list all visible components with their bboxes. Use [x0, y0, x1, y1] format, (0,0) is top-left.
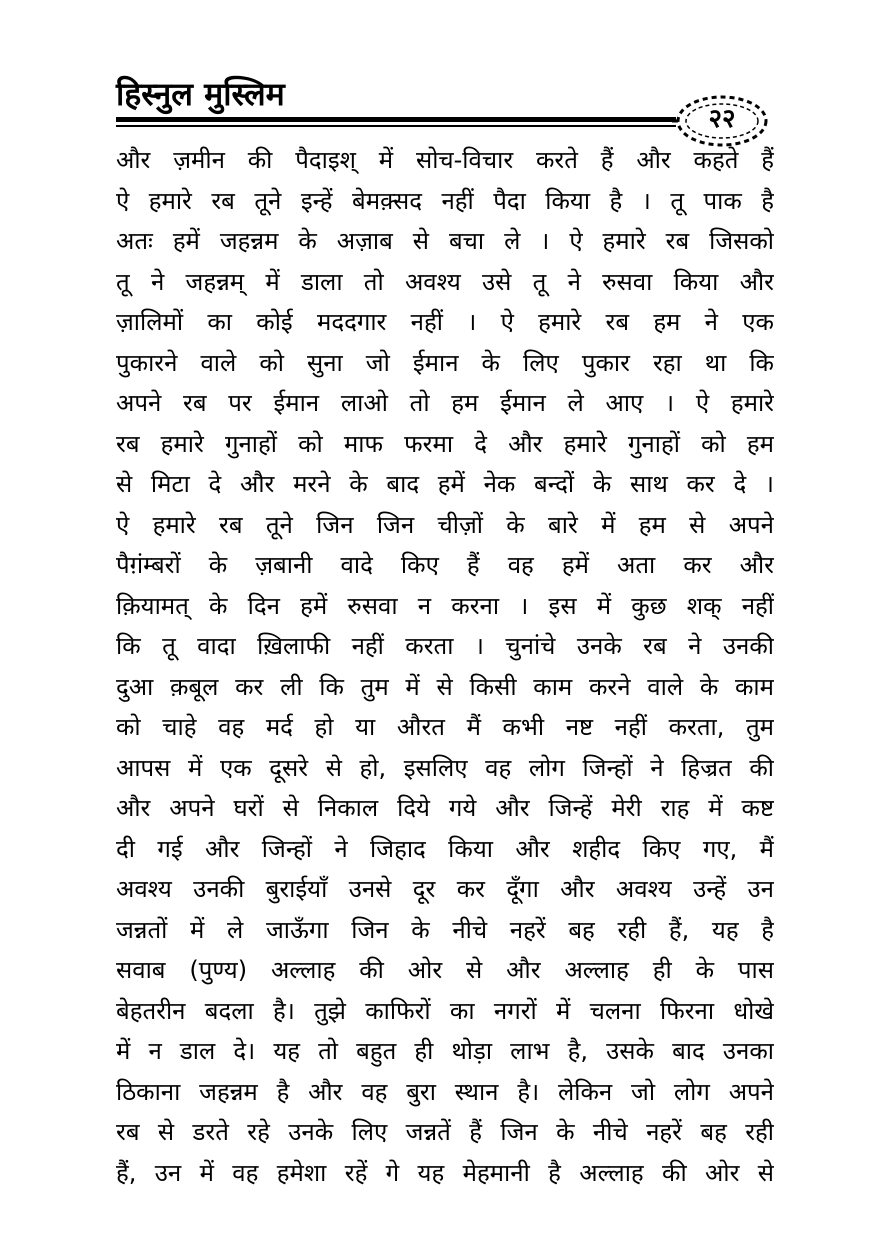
text-line: रब हमारे गुनाहों को माफ फरमा दे और हमारे गुनाहों को हम — [116, 429, 774, 458]
text-line: हैं, उन में वह हमेशा रहें गे यह मेहमानी है अल्लाह की ओर से — [116, 1158, 774, 1187]
text-line: अतः हमें जहन्नम के अज़ाब से बचा ले । ऐ हमारे रब जिसको — [116, 227, 774, 255]
text-line: और ज़मीन की पैदाइश् में सोच-विचार करते हैं और कहते हैं — [116, 146, 774, 174]
text-line: में न डाल दे। यह तो बहुत ही थोड़ा लाभ है, उसके बाद उनका — [116, 1037, 774, 1065]
text-line: पुकारने वाले को सुना जो ईमान के लिए पुकार रहा था कि — [116, 348, 774, 377]
text-line: आपस में एक दूसरे से हो, इसलिए वह लोग जिन्हों ने हिज्रत की — [116, 753, 774, 782]
text-line: अपने रब पर ईमान लाओ तो हम ईमान ले आए । ऐ हमारे — [116, 389, 774, 417]
text-line: से मिटा दे और मरने के बाद हमें नेक बन्दों के साथ कर दे । — [116, 470, 774, 498]
text-line: ठिकाना जहन्नम है और वह बुरा स्थान है। लेकिन जो लोग अपने — [116, 1077, 774, 1106]
text-line: को चाहे वह मर्द हो या औरत मैं कभी नष्ट नहीं करता, तुम — [116, 713, 774, 741]
text-line: दुआ क़बूल कर ली कि तुम में से किसी काम करने वाले के काम — [116, 672, 774, 701]
text-line: तू ने जहन्नम् में डाला तो अवश्य उसे तू ने रुसवा किया और — [116, 267, 774, 296]
text-line: जन्नतों में ले जाऊँगा जिन के नीचे नहरें बह रही हैं, यह है — [116, 915, 774, 944]
header-rule-thin — [116, 125, 676, 127]
text-line: अवश्य उनकी बुराईयाँ उनसे दूर कर दूँगा और अवश्य उन्हें उन — [116, 875, 774, 903]
text-line: कि तू वादा ख़िलाफी नहीं करता । चुनांचे उनके रब ने उनकी — [116, 632, 774, 660]
text-line: ऐ हमारे रब तूने इन्हें बेमक़्सद नहीं पैदा किया है । तू पाक है — [116, 186, 774, 215]
body-text — [116, 140, 774, 1193]
text-line: दी गई और जिन्हों ने जिहाद किया और शहीद किए गए, मैं — [116, 834, 774, 863]
text-line: रब से डरते रहे उनके लिए जन्नतें हैं जिन के नीचे नहरें बह रही — [116, 1118, 774, 1146]
page-number: २२ — [708, 104, 736, 134]
text-line: और अपने घरों से निकाल दिये गये और जिन्हें मेरी राह में कष्ट — [116, 794, 774, 822]
book-title: हिस्नुल मुस्लिम — [116, 75, 285, 113]
text-line: क़ियामत् के दिन हमें रुसवा न करना । इस में कुछ शक् नहीं — [116, 591, 774, 620]
text-line: बेहतरीन बदला है। तुझे काफिरों का नगरों में चलना फिरना धोखे — [116, 996, 774, 1025]
text-line: पैग़ंम्बरों के ज़बानी वादे किए हैं वह हमें अता कर और — [116, 551, 774, 579]
text-line: सवाब (पुण्य) अल्लाह की ओर से और अल्लाह ही के पास — [116, 956, 774, 984]
text-line: ऐ हमारे रब तूने जिन जिन चीज़ों के बारे में हम से अपने — [116, 510, 774, 539]
text-line: ज़ालिमों का कोई मददगार नहीं । ऐ हमारे रब हम ने एक — [116, 308, 774, 336]
header-rule-thick — [116, 117, 676, 122]
